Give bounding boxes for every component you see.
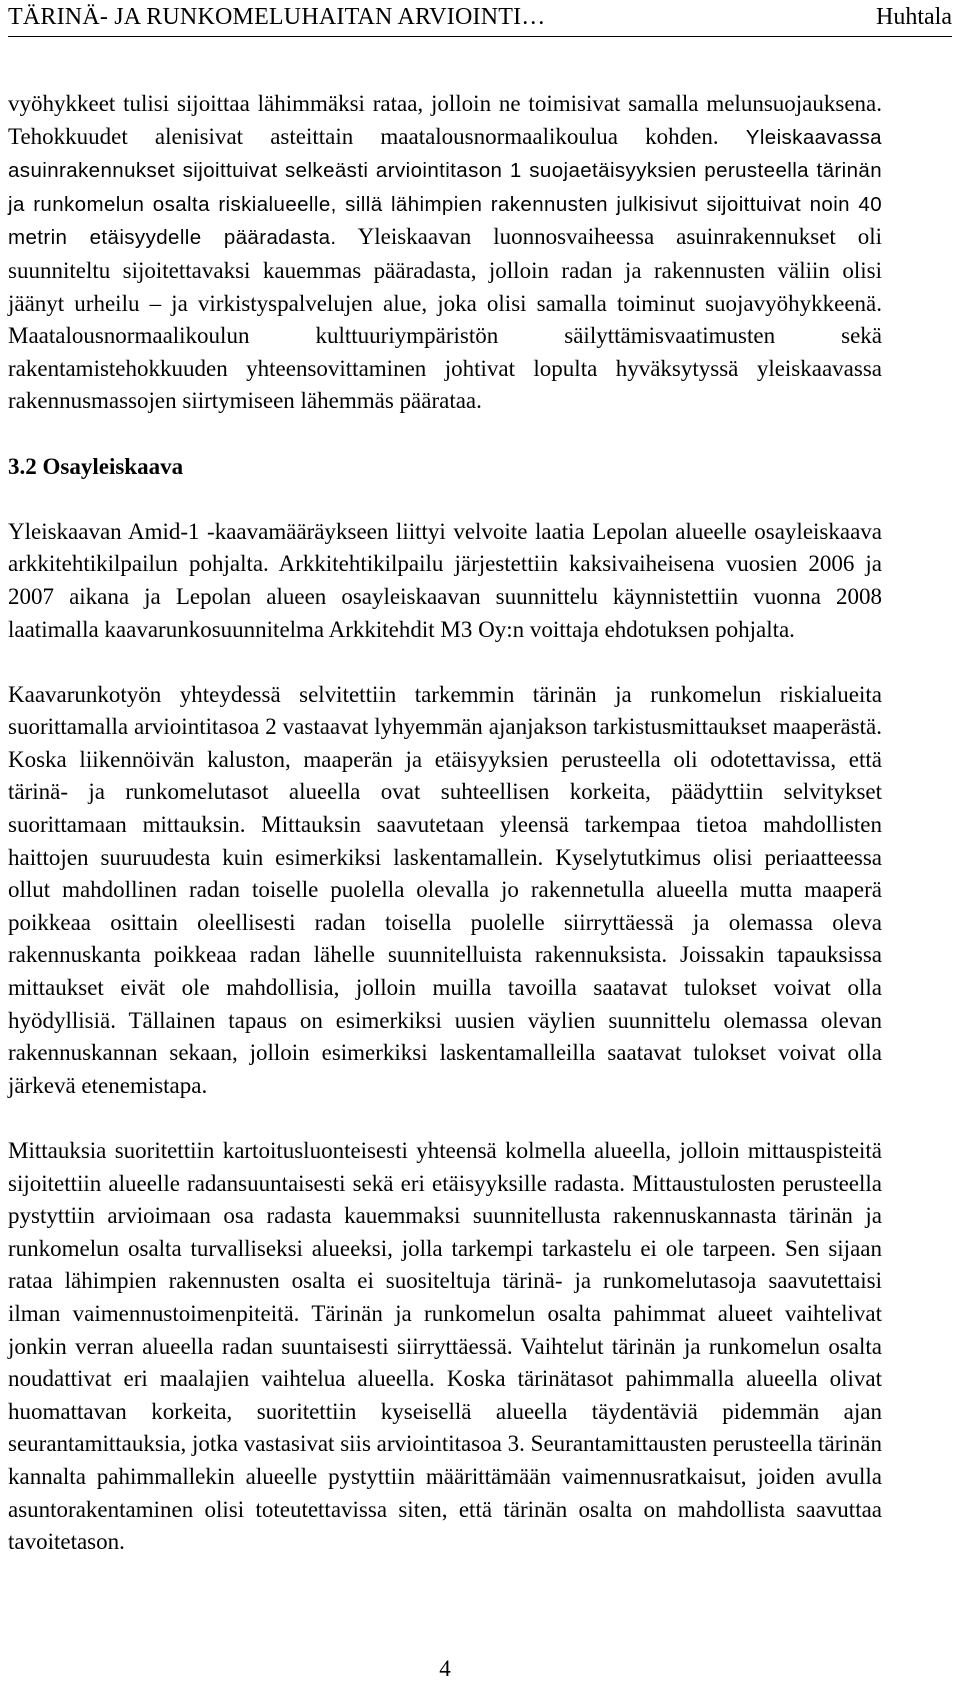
text-run: vyöhykkeet tulisi sijoittaa lähimmäksi rataa, jolloin ne toimisivat samalla melunsuojauksena. Tehokkuudet alenisivat asteittain maatalousnormaalikoulua kohden. (8, 91, 882, 149)
document-title: TÄRINÄ- JA RUNKOMELUHAITAN ARVIOINTI… (8, 4, 546, 30)
document-body (8, 88, 882, 1591)
text-run: Yleiskaavan luonnosvaiheessa asuinrakennukset oli suunniteltu sijoitettavaksi kauemmas pääradasta, jolloin radan ja rakennusten väliin olisi jäänyt urheilu – ja virkistyspalvelujen alue, joka olisi samalla toiminut suojavyöhykkeenä. (8, 224, 883, 316)
paragraph-osayleiskaava: Yleiskaavan Amid-1 -kaavamääräykseen liittyi velvoite laatia Lepolan alueelle osayleiskaava arkkitehtikilpailun pohjalta. Arkkitehtikilpailu järjestettiin kaksivaiheisena vuosien 2006 ja 2007 aikana ja Lepolan alueen osayleiskaavan suunnittelu käynnistettiin vuonna 2008 laatimalla kaavarunkosuunnitelma Arkkitehdit M3 Oy:n voittaja ehdotuksen pohjalta. (8, 518, 882, 642)
paragraph-yleiskaava (8, 88, 882, 418)
page-number: 4 (439, 1656, 451, 1681)
section-heading: 3.2 Osayleiskaava (8, 453, 184, 479)
page-header (8, 2, 952, 37)
text-run-sans: Yleiskaavassa asuinrakennukset sijoittuivat selkeästi arviointitason 1 suojaetäisyyksien perusteella tärinän ja runkomelun osalta riskialueelle, sillä lähimpien rakennusten julkisivut sijoittuivat noin 40 metrin etäisyydelle pääradasta. (8, 125, 882, 250)
paragraph-mittaukset: Mittauksia suoritettiin kartoitusluonteisesti yhteensä kolmella alueella, jolloin mittauspisteitä sijoitettiin alueelle radansuuntaisesti sekä eri etäisyyksille radasta. Mittaustulosten perusteella pystyttiin arvioimaan osa radasta kauemmaksi suunnitellusta rakennuskannasta tärinän ja runkomelun osalta turvalliseksi alueeksi, jolla tarkempi tarkastelu ei ole tarpeen. Sen sijaan rataa lähimpien rakennusten osalta ei suositeltuja tärinä- ja runkomelutasoja saavutettaisi ilman vaimennustoimenpiteitä. Tärinän ja runkomelun osalta pahimmat alueet vaihtelivat jonkin verran alueella radan suuntaisesti siirryttäessä. Vaihtelut tärinän ja runkomelun osalta noudattivat eri maalajien vaihtelua alueella. Koska tärinätasot pahimmalla alueella olivat huomattavan korkeita, suoritettiin kyseisellä alueella täydentäviä pidemmän ajan seurantamittauksia, jotka vastasivat siis arviointitasoa 3. Seurantamittausten perusteella tärinän kannalta pahimmallekin alueelle pystyttiin määrittämään vaimennusratkaisut, joiden avulla asuntorakentaminen olisi toteutettavissa siten, että tärinän osalta on mahdollista saavuttaa tavoitetason. (8, 1138, 882, 1555)
text-run: Maatalousnormaalikoulun kulttuuriympäristön säilyttämisvaatimusten sekä rakentamistehokkuuden yhteensovittaminen johtivat lopulta hyväksytyssä yleiskaavassa rakennusmassojen siirtymiseen lähemmäs päärataa. (8, 323, 882, 414)
paragraph-kaavarunko: Kaavarunkotyön yhteydessä selvitettiin tarkemmin tärinän ja runkomelun riskialueita suorittamalla arviointitasoa 2 vastaavat lyhyemmän ajanjakson tarkistusmittaukset maaperästä. Koska liikennöivän kaluston, maaperän ja etäisyyksien perusteella oli odotettavissa, että tärinä- ja runkomelutasot alueella ovat suhteellisen korkeita, päädyttiin selvitykset suorittamaan mittauksin. Mittauksin saavutetaan yleensä tarkempaa tietoa mahdollisten haittojen suuruudesta kuin esimerkiksi laskentamallein. Kyselytutkimus olisi periaatteessa ollut mahdollinen radan toiselle puolella olevalla jo rakennetulla alueella mutta maaperä poikkeaa osittain oleellisesti radan toisella puolelle siirryttäessä ja olemassa oleva rakennuskanta poikkeaa radan lähelle suunnitelluista rakennuksista. Joissakin tapauksissa mittaukset eivät ole mahdollisia, jolloin muilla tavoilla saatavat tulokset voivat olla hyödyllisiä. Tällainen tapaus on esimerkiksi uusien väylien suunnittelu olemassa olevan rakennuskannan sekaan, jolloin esimerkiksi laskentamalleilla saatavat tulokset voivat olla järkevä etenemistapa. (8, 681, 882, 1098)
author-name: Huhtala (876, 4, 952, 30)
